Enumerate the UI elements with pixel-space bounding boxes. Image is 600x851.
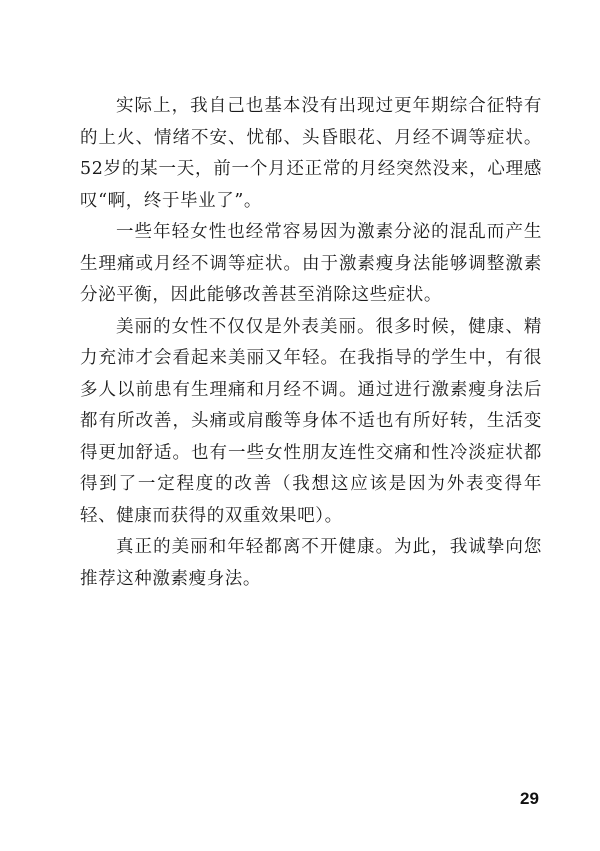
paragraph-beauty-and-health: 美丽的女性不仅仅是外表美丽。很多时候，健康、精力充沛才会看起来美丽又年轻。在我指导的学生中，有很多人以前患有生理痛和月经不调。通过进行激素瘦身法后都有所改善，头痛或肩酸等身体不适也有所好转，生活变得更加舒适。也有一些女性朋友连性交痛和性冷淡症状都得到了一定程度的改善（我想这应该是因为外表变得年轻、健康而获得的双重效果吧）。	[80, 316, 542, 526]
page-body	[80, 91, 542, 595]
page-number: 29	[520, 789, 539, 808]
paragraph-young-women-symptoms: 一些年轻女性也经常容易因为激素分泌的混乱而产生生理痛或月经不调等症状。由于激素瘦身法能够调整激素分泌平衡，因此能够改善甚至消除这些症状。	[80, 222, 542, 305]
paragraph-menopause-experience: 实际上，我自己也基本没有出现过更年期综合征特有的上火、情绪不安、忧郁、头昏眼花、月经不调等症状。52岁的某一天，前一个月还正常的月经突然没来，心理感叹“啊，终于毕业了”。	[80, 96, 542, 211]
paragraph-recommendation: 真正的美丽和年轻都离不开健康。为此，我诚挚向您推荐这种激素瘦身法。	[80, 537, 542, 589]
